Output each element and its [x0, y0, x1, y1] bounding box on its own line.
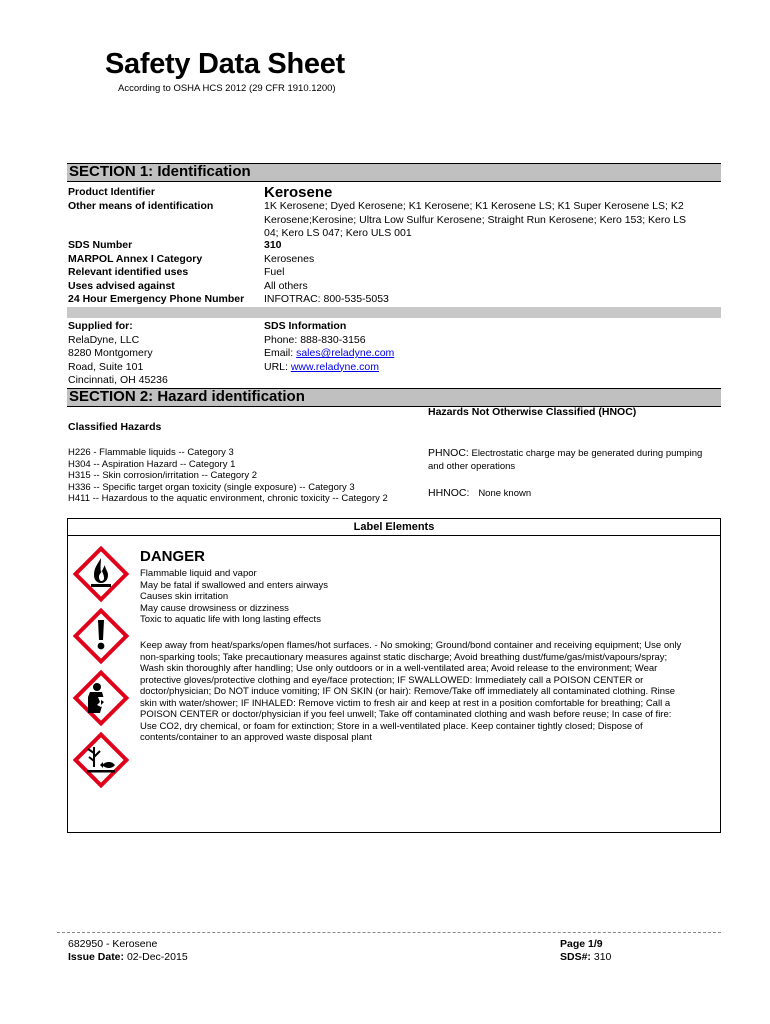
precautionary-line: POISON CENTER or doctor/physician if you feel unwell; Take off contaminated clothing and wash before reuse; In case of fire:: [140, 709, 672, 720]
sds-url-row: [264, 361, 394, 375]
hazard-item: H304 -- Aspiration Hazard -- Category 1: [68, 458, 236, 470]
url-label: URL:: [264, 360, 291, 373]
identification-values: [264, 239, 389, 307]
email-label: Email:: [264, 347, 297, 359]
hazard-statement: Causes skin irritation: [140, 591, 229, 602]
marpol-value: Kerosenes: [264, 252, 315, 265]
other-means-line: 04; Kero LS 047; Kero ULS 001: [264, 227, 412, 239]
footer-left: [68, 938, 188, 964]
precautionary-line: skin with water/shower; IF INHALED: Remove victim to fresh air and keep at rest in a position comfortable for breathing; Call a: [140, 697, 671, 709]
footer-product-code: 682950 - Kerosene: [68, 938, 158, 950]
exclamation-pictogram-icon: [70, 605, 132, 667]
footer-divider: [57, 932, 721, 933]
sds-value: 310: [593, 951, 612, 963]
emergency-phone-value: INFOTRAC: 800-535-5053: [264, 293, 389, 305]
other-means-label: Other means of identification: [68, 200, 214, 212]
precautionary-statements: [140, 640, 681, 744]
precautionary-line: protective gloves/protective clothing and eye/face protection; IF SWALLOWED: Immediately call a POISON CENTER or: [140, 674, 644, 686]
footer-right: [560, 938, 611, 964]
section-2-title: SECTION 2: Hazard identification: [69, 388, 305, 405]
phnoc-label: PHNOC:: [428, 447, 469, 459]
flame-pictogram-icon: [70, 543, 132, 605]
issue-date-label: Issue Date:: [68, 951, 125, 963]
hazard-item: H226 - Flammable liquids -- Category 3: [68, 447, 234, 458]
hazard-list: [68, 447, 388, 505]
hazard-statement: Toxic to aquatic life with long lasting effects: [140, 614, 321, 625]
supplier-line: Cincinnati, OH 45236: [68, 374, 168, 386]
sds-number-label: SDS Number: [68, 239, 133, 251]
other-means-line: 1K Kerosene; Dyed Kerosene; K1 Kerosene; K1 Kerosene LS; K1 Super Kerosene LS; K2: [264, 200, 684, 212]
section-1-title: SECTION 1: Identification: [69, 163, 251, 180]
sds-number-value: 310: [264, 239, 282, 251]
hazard-statement: May be fatal if swallowed and enters airways: [140, 579, 328, 591]
email-link[interactable]: sales@reladyne.com: [296, 347, 395, 359]
identification-rows: [68, 239, 244, 307]
environment-pictogram-icon: [70, 729, 132, 791]
hazard-statement: May cause drowsiness or dizziness: [140, 602, 289, 614]
hhnoc-block: [428, 483, 531, 501]
label-elements-header: Label Elements: [67, 518, 721, 536]
signal-word: DANGER: [140, 548, 206, 565]
precautionary-line: non-sparking tools; Take precautionary measures against static discharge; Avoid breathing dust/fume/gas/mist/vapours/spray;: [140, 651, 668, 663]
precautionary-line: Keep away from heat/sparks/open flames/hot surfaces. - No smoking; Ground/bond container and receiving equipment; Use only: [140, 640, 682, 651]
supplier-line: RelaDyne, LLC: [68, 333, 140, 346]
precautionary-line: Use CO2, dry chemical, or foam for extinction; Store in a well-ventilated place. Keep container tightly closed; Dispose of: [140, 720, 643, 732]
product-identifier-label: Product Identifier: [68, 186, 155, 198]
precautionary-line: doctor/physician; Do NOT induce vomiting; IF ON SKIN (or hair): Remove/Take off immediately all contaminated clothing. Rinse: [140, 686, 676, 697]
url-link[interactable]: www.reladyne.com: [290, 360, 379, 373]
document-title: Safety Data Sheet: [105, 48, 345, 80]
precautionary-line: Wash skin thoroughly after handling; Use only outdoors or in a well-ventilated area; Avoid release to the environment; Wear: [140, 663, 658, 674]
section-divider: [67, 307, 721, 318]
page-number: Page 1/9: [560, 938, 603, 950]
classified-hazards-heading: Classified Hazards: [68, 421, 162, 433]
sds-info-block: [264, 320, 394, 374]
hhnoc-label: HHNOC:: [428, 487, 470, 499]
sds-label: SDS#:: [560, 951, 591, 963]
hhnoc-value: None known: [478, 488, 532, 499]
precautionary-line: contents/container to an approved waste disposal plant: [140, 732, 372, 743]
sds-info-label: SDS Information: [264, 320, 347, 332]
health-hazard-pictogram-icon: [70, 667, 132, 729]
emergency-phone-label: 24 Hour Emergency Phone Number: [68, 293, 245, 305]
sds-phone: Phone: 888-830-3156: [264, 333, 366, 346]
hazard-item: H411 -- Hazardous to the aquatic environment, chronic toxicity -- Category 2: [68, 493, 388, 504]
issue-date-value: 02-Dec-2015: [126, 951, 188, 963]
hazard-item: H336 -- Specific target organ toxicity (single exposure) -- Category 3: [68, 481, 355, 493]
supplied-for-label: Supplied for:: [68, 320, 133, 332]
phnoc-line2: and other operations: [428, 460, 516, 472]
phnoc-block: [428, 447, 702, 472]
identified-uses-label: Relevant identified uses: [68, 266, 189, 278]
sds-email-row: [264, 347, 394, 361]
hazard-statements: [140, 568, 328, 626]
supplier-line: Road, Suite 101: [68, 360, 144, 373]
other-means-line: Kerosene;Kerosine; Ultra Low Sulfur Kerosene; Straight Run Kerosene; Kero 153; Kero LS: [264, 213, 686, 226]
phnoc-line1: Electrostatic charge may be generated during pumping: [471, 448, 703, 459]
document-subtitle: According to OSHA HCS 2012 (29 CFR 1910.1200): [118, 83, 336, 94]
hazard-statement: Flammable liquid and vapor: [140, 568, 257, 579]
uses-advised-against-label: Uses advised against: [68, 279, 175, 292]
hnoc-heading: Hazards Not Otherwise Classified (HNOC): [428, 406, 637, 418]
uses-advised-against-value: All others: [264, 279, 308, 292]
supplier-block: [68, 320, 168, 388]
other-means-value: [264, 200, 686, 241]
supplier-line: 8280 Montgomery: [68, 347, 153, 359]
marpol-label: MARPOL Annex I Category: [68, 252, 203, 265]
identified-uses-value: Fuel: [264, 266, 285, 278]
product-identifier-value: Kerosene: [264, 184, 333, 201]
hazard-item: H315 -- Skin corrosion/irritation -- Category 2: [68, 470, 258, 481]
